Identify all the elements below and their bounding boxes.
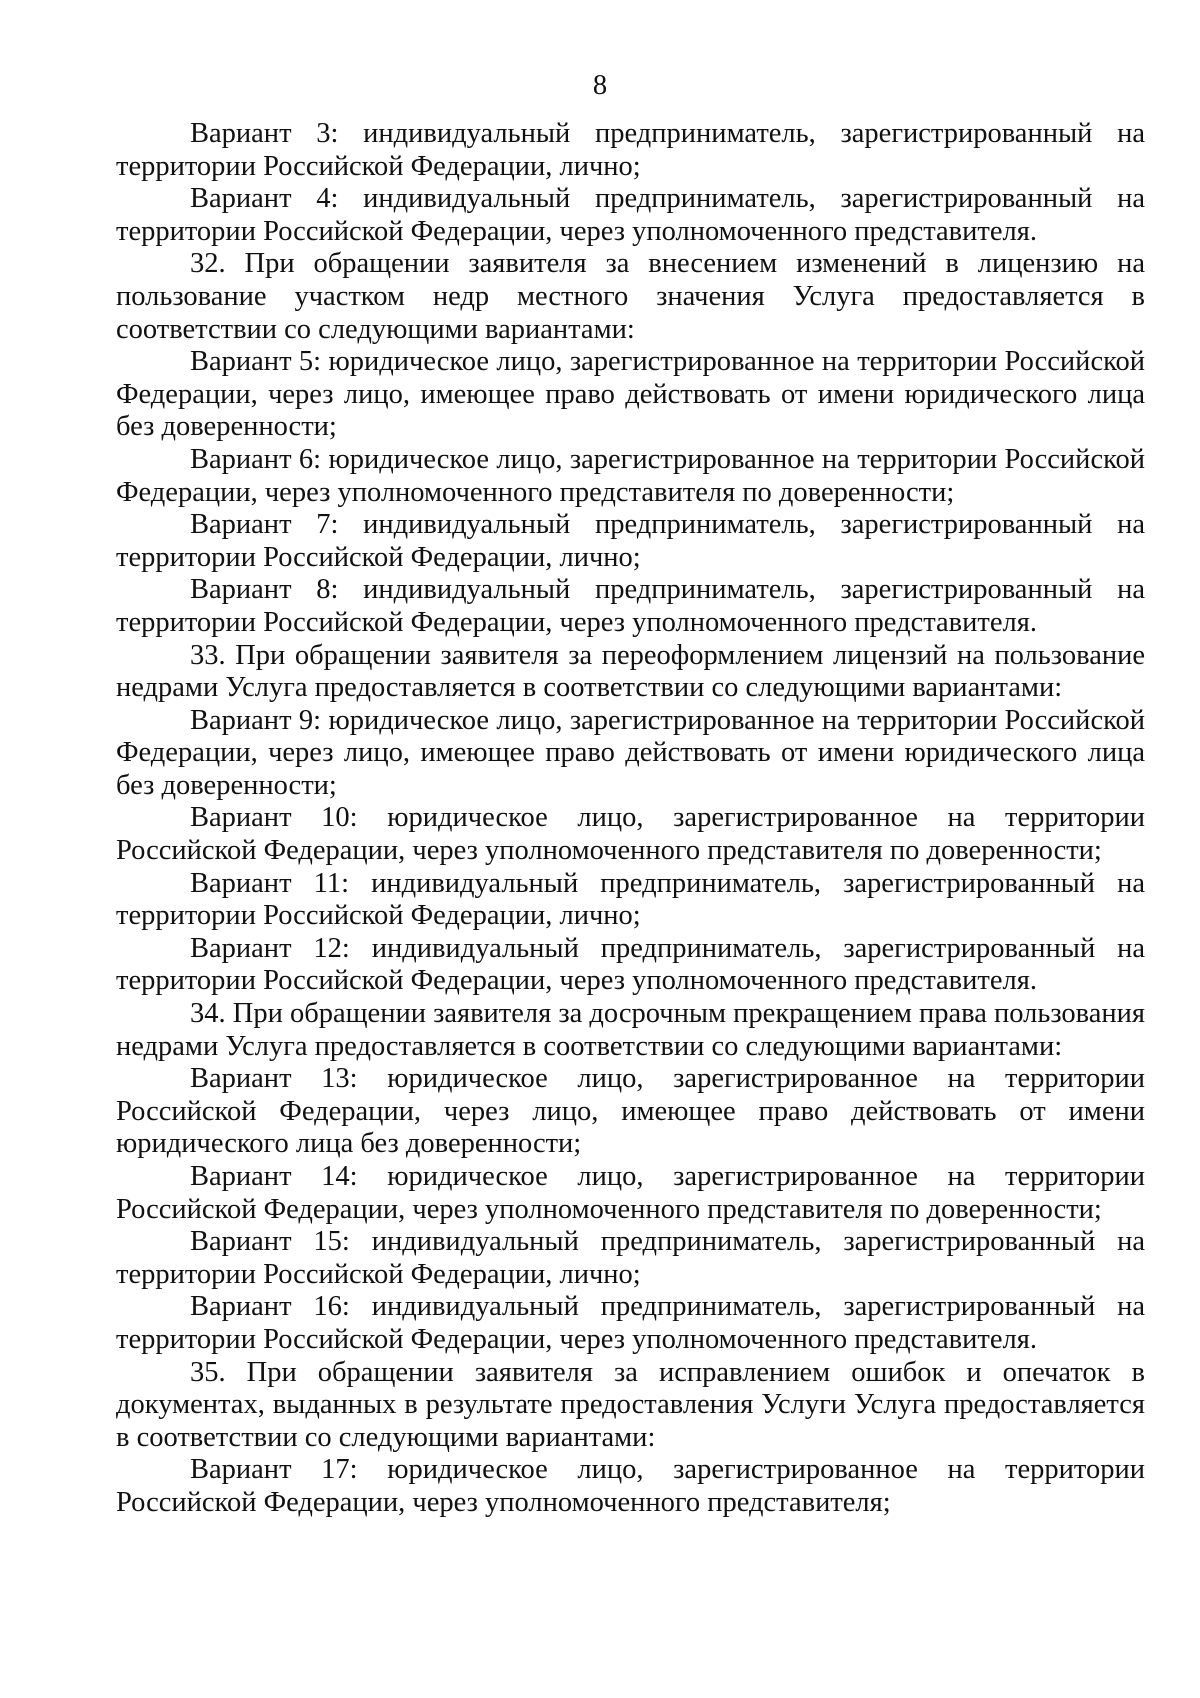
paragraph-variant-9: Вариант 9: юридическое лицо, зарегистрированное на территории Российской Федерации, через лицо, имеющее право действовать от имени юридического лица без доверенности; — [116, 704, 1145, 801]
paragraph-variant-11: Вариант 11: индивидуальный предприниматель, зарегистрированный на территории Российской Федерации, лично; — [116, 867, 1145, 932]
paragraph-variant-3: Вариант 3: индивидуальный предприниматель, зарегистрированный на территории Российской Федерации, лично; — [116, 118, 1145, 182]
document-body — [116, 118, 1145, 1520]
paragraph-variant-17: Вариант 17: юридическое лицо, зарегистрированное на территории Российской Федерации, через уполномоченного представителя; — [116, 1454, 1145, 1518]
clause-33: 33. При обращении заявителя за переоформлением лицензий на пользование недрами Услуга предоставляется в соответствии со следующими вариантами: — [116, 639, 1145, 704]
paragraph-variant-7: Вариант 7: индивидуальный предприниматель, зарегистрированный на территории Российской Федерации, лично; — [116, 509, 1145, 573]
clause-34: 34. При обращении заявителя за досрочным прекращением права пользования недрами Услуга предоставляется в соответствии со следующими вариантами: — [116, 998, 1146, 1062]
paragraph-variant-15: Вариант 15: индивидуальный предприниматель, зарегистрированный на территории Российской Федерации, лично; — [116, 1226, 1145, 1290]
clause-35: 35. При обращении заявителя за исправлением ошибок и опечаток в документах, выданных в результате предоставления Услуги Услуга предоставляется в соответствии со следующими вариантами: — [116, 1356, 1145, 1453]
paragraph-variant-14: Вариант 14: юридическое лицо, зарегистрированное на территории Российской Федерации, через уполномоченного представителя по доверенности; — [116, 1161, 1145, 1225]
paragraph-variant-13: Вариант 13: юридическое лицо, зарегистрированное на территории Российской Федерации, через лицо, имеющее право действовать от имени юридического лица без доверенности; — [116, 1063, 1145, 1160]
paragraph-variant-12: Вариант 12: индивидуальный предприниматель, зарегистрированный на территории Российской Федерации, через уполномоченного представителя. — [116, 932, 1145, 997]
paragraph-variant-5: Вариант 5: юридическое лицо, зарегистрированное на территории Российской Федерации, через лицо, имеющее право действовать от имени юридического лица без доверенности; — [116, 346, 1145, 443]
paragraph-variant-16: Вариант 16: индивидуальный предприниматель, зарегистрированный на территории Российской Федерации, через уполномоченного представителя. — [116, 1291, 1145, 1355]
paragraph-variant-8: Вариант 8: индивидуальный предприниматель, зарегистрированный на территории Российской Федерации, через уполномоченного представителя. — [116, 574, 1145, 638]
paragraph-variant-6: Вариант 6: юридическое лицо, зарегистрированное на территории Российской Федерации, через уполномоченного представителя по доверенности; — [116, 443, 1145, 508]
paragraph-variant-10: Вариант 10: юридическое лицо, зарегистрированное на территории Российской Федерации, через уполномоченного представителя по доверенности; — [116, 802, 1145, 867]
clause-32: 32. При обращении заявителя за внесением изменений в лицензию на пользование участком недр местного значения Услуга предоставляется в соответствии со следующими вариантами: — [116, 248, 1145, 345]
page-number: 8 — [592, 70, 608, 101]
paragraph-variant-4: Вариант 4: индивидуальный предприниматель, зарегистрированный на территории Российской Федерации, через уполномоченного представителя. — [116, 183, 1145, 247]
